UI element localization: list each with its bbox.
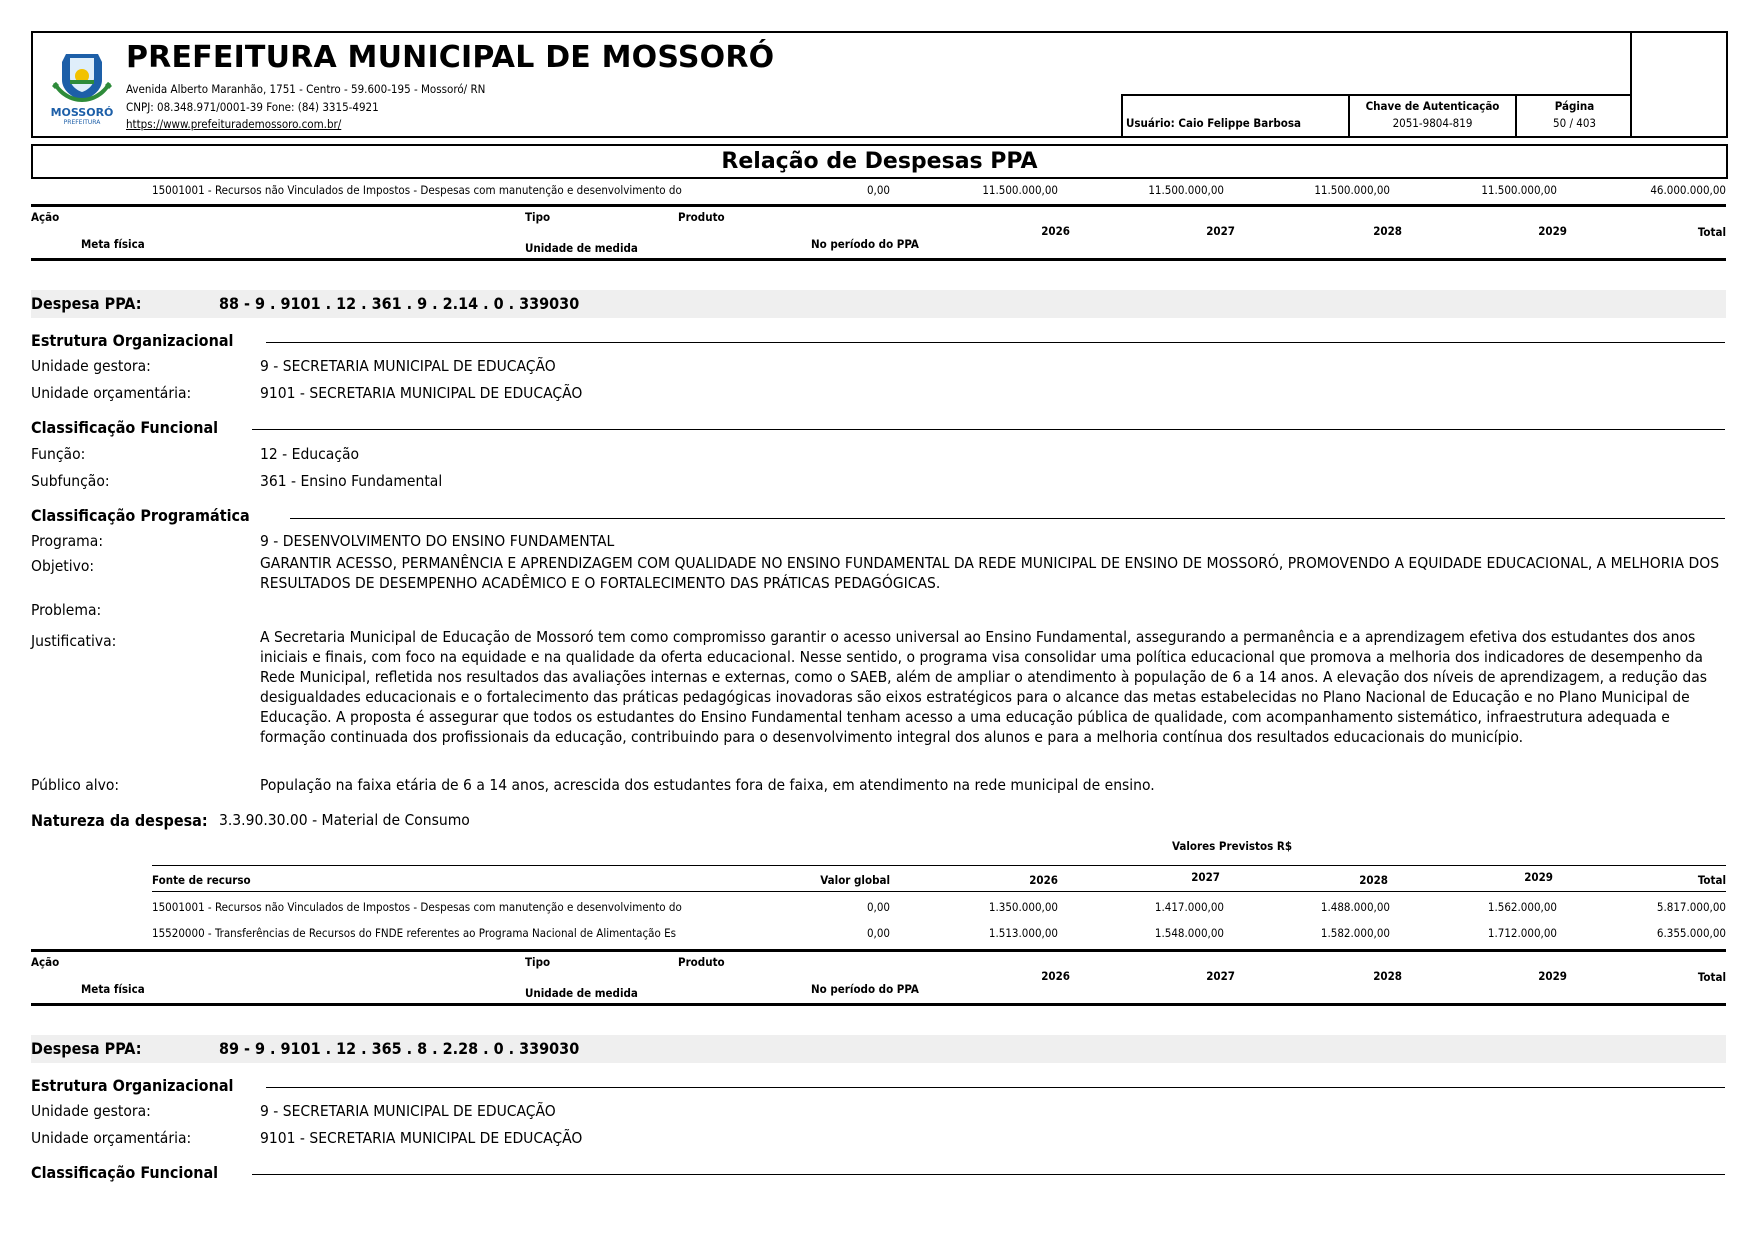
section-rule: [252, 1174, 1725, 1175]
fonte-row-1-valor-global: 0,00: [866, 900, 890, 914]
funcao-label: Função:: [31, 445, 86, 463]
page-number: 50 / 403: [1553, 116, 1596, 130]
fonte-row-1-2028: 1.488.000,00: [1320, 900, 1390, 914]
acao-header-2029: 2029: [1538, 969, 1567, 983]
acao-header-2027: 2027: [1206, 969, 1235, 983]
fontes-header-2027: 2027: [1191, 870, 1220, 884]
funcao-value: 12 - Educação: [260, 445, 360, 463]
subfuncao-value: 361 - Ensino Fundamental: [260, 472, 443, 490]
unidade-orcamentaria-label: Unidade orçamentária:: [31, 384, 192, 402]
despesa-code: 89 - 9 . 9101 . 12 . 365 . 8 . 2.28 . 0 . 339030: [219, 1039, 580, 1058]
authentication-box: [1121, 94, 1632, 136]
justificativa-value: A Secretaria Municipal de Educação de Mossoró tem como compromisso garantir o acesso universal ao Ensino Fundamental, assegurando a permanência e a aprendizagem efetiva dos estudantes dos anos iniciais e finais, com foco na equidade e na qualidade da oferta educacional. Nesse sentido, o programa visa consolidar uma política educacional que promova a melhoria dos indicadores de desempenho da Rede Municipal, refletida nos resultados das avaliações internas e externas, como o SAEB, além de ampliar o atendimento à população de 6 a 14 anos. A elevação dos níveis de aprendizagem, a redução das desigualdades educacionais e o fortalecimento das práticas pedagógicas inovadoras são eixos estratégicos para o alcance das metas estabelecidas no Plano Nacional de Educação e no Plano Municipal de Educação. A proposta é assegurar que todos os estudantes do Ensino Fundamental tenham acesso a uma educação pública de qualidade, com acompanhamento sistemático, infraestrutura adequada e formação continuada dos profissionais da educação, contribuindo para o desenvolvimento integral dos alunos e para a melhoria contínua dos resultados educacionais do município.: [260, 628, 1708, 746]
fontes-header-2028: 2028: [1359, 873, 1388, 887]
natureza-value: 3.3.90.30.00 - Material de Consumo: [219, 811, 470, 829]
fonte-row-2-2029: 1.712.000,00: [1487, 926, 1557, 940]
programa-value: 9 - DESENVOLVIMENTO DO ENSINO FUNDAMENTAL: [260, 532, 615, 550]
publico-alvo-label: Público alvo:: [31, 776, 120, 794]
organization-website-link[interactable]: https://www.prefeiturademossoro.com.br/: [126, 117, 342, 131]
section-estrutura-organizacional: Estrutura Organizacional: [31, 1076, 234, 1095]
despesa-label: Despesa PPA:: [31, 1039, 142, 1058]
carryover-fonte: 15001001 - Recursos não Vinculados de Impostos - Despesas com manutenção e desenvolvimento do: [152, 183, 682, 197]
fonte-row-2-fonte: 15520000 - Transferências de Recursos do FNDE referentes ao Programa Nacional de Alimentação Es: [152, 926, 677, 940]
acao-header-periodo: No período do PPA: [811, 982, 919, 996]
unidade-gestora-value: 9 - SECRETARIA MUNICIPAL DE EDUCAÇÃO: [260, 1102, 556, 1120]
divider: [31, 1003, 1726, 1006]
unidade-orcamentaria-label: Unidade orçamentária:: [31, 1129, 192, 1147]
natureza-label: Natureza da despesa:: [31, 811, 208, 830]
despesa-code: 88 - 9 . 9101 . 12 . 361 . 9 . 2.14 . 0 . 339030: [219, 294, 580, 313]
fonte-row-1-fonte: 15001001 - Recursos não Vinculados de Impostos - Despesas com manutenção e desenvolvimento do: [152, 900, 682, 914]
carryover-2028: 11.500.000,00: [1314, 183, 1390, 197]
acao-header-2029: 2029: [1538, 224, 1567, 238]
fonte-row-1-2026: 1.350.000,00: [988, 900, 1058, 914]
section-classificacao-programatica: Classificação Programática: [31, 506, 250, 525]
acao-header-2026: 2026: [1041, 224, 1070, 238]
auth-key-label: Chave de Autenticação: [1365, 99, 1500, 113]
acao-header-periodo: No período do PPA: [811, 237, 919, 251]
objetivo-label: Objetivo:: [31, 557, 95, 575]
carryover-2027: 11.500.000,00: [1148, 183, 1224, 197]
fontes-header-total: Total: [1697, 873, 1726, 887]
report-title-box: [31, 144, 1728, 179]
acao-header-2026: 2026: [1041, 969, 1070, 983]
acao-header-meta-fisica: Meta física: [81, 982, 145, 996]
report-title: Relação de Despesas PPA: [721, 149, 1038, 174]
acao-header-produto: Produto: [678, 955, 725, 969]
acao-header-tipo: Tipo: [525, 955, 551, 969]
valores-previstos-title: Valores Previstos R$: [1172, 839, 1293, 853]
mossoro-coat-of-arms-logo: [46, 48, 118, 126]
carryover-total: 46.000.000,00: [1650, 183, 1726, 197]
publico-alvo-value: População na faixa etária de 6 a 14 anos, acrescida dos estudantes fora de faixa, em atendimento na rede municipal de ensino.: [260, 776, 1155, 794]
fonte-row-2-2026: 1.513.000,00: [988, 926, 1058, 940]
section-estrutura-organizacional: Estrutura Organizacional: [31, 331, 234, 350]
fonte-row-1-2029: 1.562.000,00: [1487, 900, 1557, 914]
acao-header-tipo: Tipo: [525, 210, 551, 224]
fonte-row-2-valor-global: 0,00: [866, 926, 890, 940]
logo-subtext: PREFEITURA: [63, 119, 101, 126]
divider: [31, 204, 1726, 207]
acao-header-2028: 2028: [1373, 224, 1402, 238]
carryover-2026: 11.500.000,00: [982, 183, 1058, 197]
user-label: Usuário: Caio Felippe Barbosa: [1126, 116, 1301, 130]
unidade-orcamentaria-value: 9101 - SECRETARIA MUNICIPAL DE EDUCAÇÃO: [260, 1129, 583, 1147]
section-classificacao-funcional: Classificação Funcional: [31, 418, 219, 437]
fonte-row-2-total: 6.355.000,00: [1656, 926, 1726, 940]
divider: [31, 258, 1726, 261]
auth-key-value: 2051-9804-819: [1392, 116, 1473, 130]
acao-header-acao: Ação: [31, 210, 60, 224]
unidade-gestora-label: Unidade gestora:: [31, 357, 151, 375]
unidade-gestora-value: 9 - SECRETARIA MUNICIPAL DE EDUCAÇÃO: [260, 357, 556, 375]
acao-header-meta-fisica: Meta física: [81, 237, 145, 251]
acao-header-total: Total: [1697, 225, 1726, 239]
problema-label: Problema:: [31, 601, 102, 619]
fontes-header-2026: 2026: [1029, 873, 1058, 887]
fontes-header-fonte: Fonte de recurso: [152, 873, 251, 887]
fonte-row-2-2028: 1.582.000,00: [1320, 926, 1390, 940]
acao-header-2027: 2027: [1206, 224, 1235, 238]
despesa-band: [31, 1035, 1726, 1063]
fontes-header-valor-global: Valor global: [820, 873, 890, 887]
despesa-label: Despesa PPA:: [31, 294, 142, 313]
divider: [152, 891, 1726, 892]
section-rule: [252, 429, 1725, 430]
section-classificacao-funcional: Classificação Funcional: [31, 1163, 219, 1182]
despesa-band: [31, 290, 1726, 318]
unidade-orcamentaria-value: 9101 - SECRETARIA MUNICIPAL DE EDUCAÇÃO: [260, 384, 583, 402]
section-rule: [290, 518, 1725, 519]
unidade-gestora-label: Unidade gestora:: [31, 1102, 151, 1120]
acao-header-total: Total: [1697, 970, 1726, 984]
objetivo-value: GARANTIR ACESSO, PERMANÊNCIA E APRENDIZAGEM COM QUALIDADE NO ENSINO FUNDAMENTAL DA REDE MUNICIPAL DE ENSINO DE MOSSORÓ, PROMOVENDO A EQUIDADE EDUCACIONAL, A MELHORIA DOS RESULTADOS DE DESEMPENHO ACADÊMICO E O FORTALECIMENTO DAS PRÁTICAS PEDAGÓGICAS.: [260, 554, 1720, 592]
section-rule: [266, 1087, 1725, 1088]
organization-name: PREFEITURA MUNICIPAL DE MOSSORÓ: [126, 40, 775, 75]
fonte-row-1-2027: 1.417.000,00: [1154, 900, 1224, 914]
acao-header-unidade: Unidade de medida: [525, 241, 638, 255]
organization-cnpj-phone: CNPJ: 08.348.971/0001-39 Fone: (84) 3315-4921: [126, 100, 379, 114]
fontes-header-2029: 2029: [1524, 870, 1553, 884]
acao-header-unidade: Unidade de medida: [525, 986, 638, 1000]
section-rule: [266, 342, 1725, 343]
acao-header-acao: Ação: [31, 955, 60, 969]
acao-header-produto: Produto: [678, 210, 725, 224]
justificativa-label: Justificativa:: [31, 632, 117, 650]
acao-header-2028: 2028: [1373, 969, 1402, 983]
subfuncao-label: Subfunção:: [31, 472, 110, 490]
organization-address: Avenida Alberto Maranhão, 1751 - Centro - 59.600-195 - Mossoró/ RN: [126, 82, 486, 96]
programa-label: Programa:: [31, 532, 104, 550]
logo-text: MOSSORÓ: [50, 106, 114, 119]
fonte-row-2-2027: 1.548.000,00: [1154, 926, 1224, 940]
fonte-row-1-total: 5.817.000,00: [1656, 900, 1726, 914]
divider: [31, 949, 1726, 952]
divider: [152, 865, 1726, 866]
carryover-valor-global: 0,00: [866, 183, 890, 197]
carryover-2029: 11.500.000,00: [1481, 183, 1557, 197]
page-label: Página: [1554, 99, 1595, 113]
